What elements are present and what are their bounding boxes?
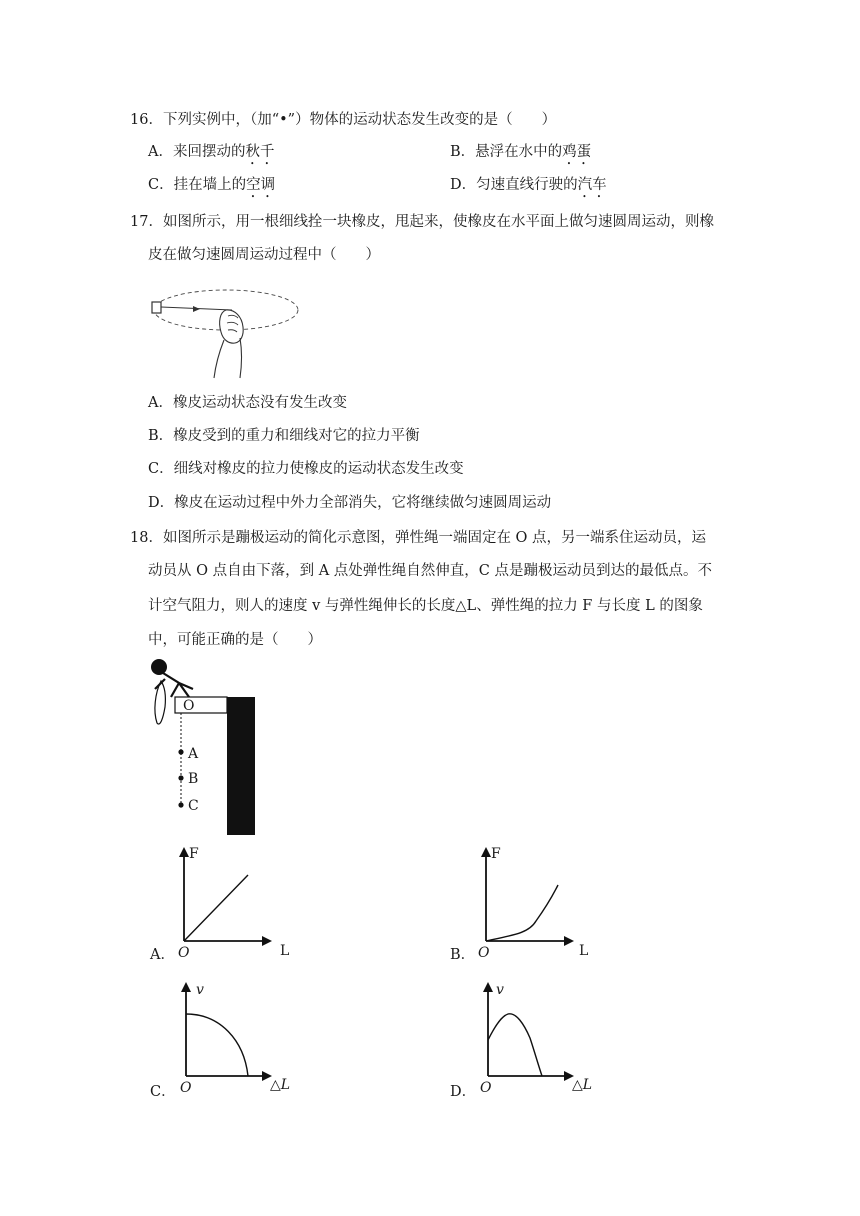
q18-graph-c [172, 980, 292, 1080]
q17-option-c: C．细线对橡皮的拉力使橡皮的运动状态发生改变 [148, 461, 464, 477]
q18-point-b: B [188, 771, 199, 787]
q18-graph-d-x-label: △L [572, 1077, 593, 1093]
q18-point-a: A [188, 746, 199, 762]
q18-graph-b-option: B． [450, 947, 476, 963]
q17-stem-line2: 皮在做匀速圆周运动过程中（ ） [148, 247, 380, 263]
q16-option-b: B．悬浮在水中的鸡蛋 [450, 144, 592, 160]
q18-graph-b-origin: O [478, 945, 490, 961]
q16-option-d-dotted: 汽车 [577, 177, 607, 193]
q18-stem-line3: 计空气阻力，则人的速度 v 与弹性绳伸长的长度△L、弹性绳的拉力 F 与长度 L 的图象 [148, 598, 703, 614]
q18-graph-c-option: C． [150, 1084, 176, 1100]
q16-option-a-dotted: 秋千 [245, 144, 275, 160]
q18-point-o: O [183, 698, 195, 714]
q18-graph-d-option: D． [450, 1084, 477, 1100]
q18-graph-c-y-label: v [196, 982, 204, 998]
q18-graph-a-origin: O [178, 945, 190, 961]
q18-graph-d [474, 980, 594, 1080]
q17-stem-line1: 17．如图所示，用一根细线拴一块橡皮，甩起来，使橡皮在水平面上做匀速圆周运动，则橡 [130, 214, 714, 230]
q16-option-c: C．挂在墙上的空调 [148, 177, 276, 193]
q17-option-d: D．橡皮在运动过程中外力全部消失，它将继续做匀速圆周运动 [148, 495, 552, 511]
q18-graph-a-y-label: F [189, 846, 199, 862]
q18-graph-a-x-label: L [280, 943, 290, 959]
q18-stem-line1: 18．如图所示是蹦极运动的简化示意图，弹性绳一端固定在 O 点，另一端系住运动员，运 [130, 530, 707, 546]
q16-stem: 16．下列实例中，（加“•”）物体的运动状态发生改变的是（ ） [130, 112, 557, 128]
q16-option-b-dotted: 鸡蛋 [562, 144, 592, 160]
q17-figure-hand-eraser [148, 280, 298, 380]
q18-stem-line4: 中，可能正确的是（ ） [148, 632, 322, 648]
q18-figure-bungee [145, 655, 265, 840]
q18-point-c: C [188, 798, 199, 814]
q17-option-a: A．橡皮运动状态没有发生改变 [148, 395, 347, 411]
q16-option-c-dotted: 空调 [246, 177, 276, 193]
q18-graph-b-y-label: F [491, 846, 501, 862]
q18-graph-c-x-label: △L [270, 1077, 291, 1093]
q18-graph-a-option: A． [150, 947, 175, 963]
q18-graph-c-origin: O [180, 1080, 192, 1096]
q17-option-b: B．橡皮受到的重力和细线对它的拉力平衡 [148, 428, 420, 444]
q18-graph-d-origin: O [480, 1080, 492, 1096]
q16-option-d: D．匀速直线行驶的汽车 [450, 177, 607, 193]
q16-option-a: A．来回摆动的秋千 [148, 144, 275, 160]
q18-graph-d-y-label: v [496, 982, 504, 998]
q18-stem-line2: 动员从 O 点自由下落，到 A 点处弹性绳自然伸直，C 点是蹦极运动员到达的最低点。不 [148, 563, 712, 579]
q18-graph-b-x-label: L [579, 943, 589, 959]
